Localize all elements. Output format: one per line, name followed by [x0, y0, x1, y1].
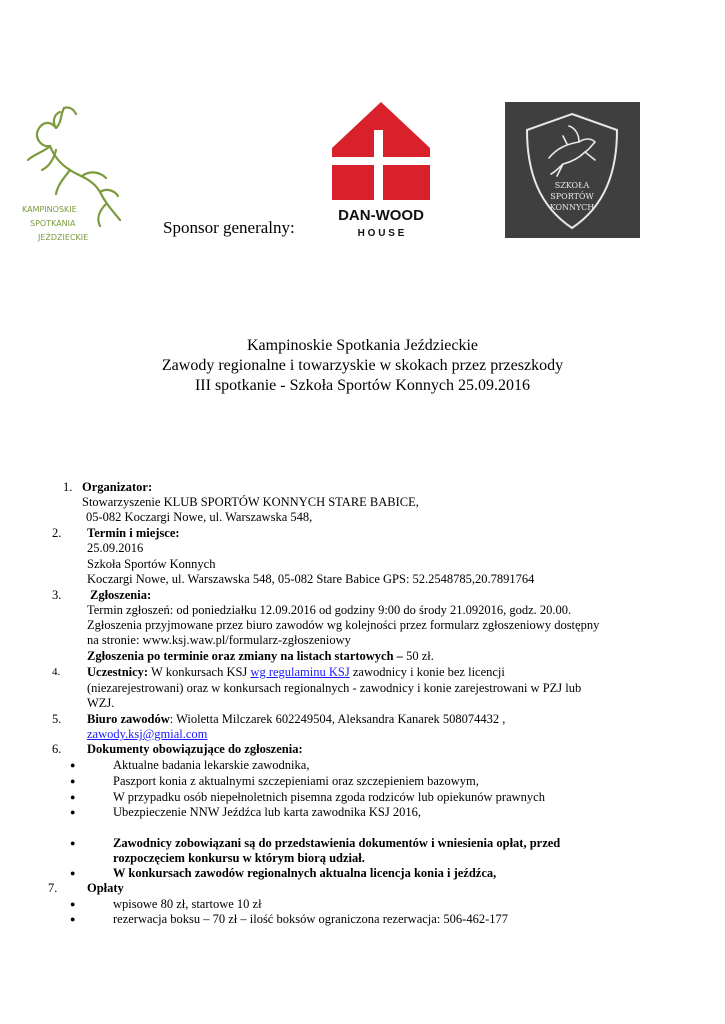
- section-3-heading: Zgłoszenia:: [90, 588, 152, 602]
- szkola-sportow-konnych-logo: [505, 102, 640, 238]
- danwood-line1: DAN-WOOD: [338, 207, 424, 224]
- section-1-number: 1.: [63, 480, 73, 494]
- section-3-line: Termin zgłoszeń: od poniedziałku 12.09.2016 od godziny 9:00 do środy 21.092016, godz. 20.00.: [87, 603, 572, 617]
- section-3-line: na stronie: www.ksj.waw.pl/formularz-zgłoszeniowy: [87, 633, 351, 647]
- title-line-2: Zawody regionalne i towarzyskie w skokach przez przeszkody: [161, 357, 564, 374]
- title-line-3: III spotkanie - Szkoła Sportów Konnych 25.09.2016: [194, 377, 531, 394]
- kampinoskie-logo: [20, 100, 132, 250]
- section-6-item: Ubezpieczenie NNW Jeźdźca lub karta zawodnika KSJ 2016,: [113, 805, 421, 819]
- section-1-line: 05-082 Koczargi Nowe, ul. Warszawska 548,: [86, 510, 313, 524]
- section-5-heading: Biuro zawodów: [87, 712, 170, 726]
- section-4-line: (niezarejestrowani) oraz w konkursach regionalnych - zawodnicy i konie zarejestrowani w PZJ lub: [87, 681, 582, 695]
- bullet-icon: ●: [70, 868, 76, 878]
- section-6-bold-item: W konkursach zawodów regionalnych aktualna licencja konia i jeźdźca,: [113, 866, 497, 880]
- section-4-number: 4.: [52, 666, 61, 678]
- bullet-icon: ●: [70, 807, 76, 817]
- section-2-heading: Termin i miejsce:: [87, 526, 180, 540]
- section-2-number: 2.: [52, 526, 62, 540]
- regulations-link[interactable]: wg regulaminu KSJ: [250, 665, 350, 679]
- section-7-heading: Opłaty: [87, 881, 124, 895]
- ksj-logo-line3: JEŹDZIECKIE: [38, 233, 89, 242]
- section-5-line: [87, 712, 505, 728]
- late-fee-label: Zgłoszenia po terminie oraz zmiany na listach startowych –: [87, 649, 403, 663]
- section-2-line: Szkoła Sportów Konnych: [87, 557, 216, 571]
- section-2-line: 25.09.2016: [87, 541, 144, 555]
- sponsor-label: Sponsor generalny:: [163, 218, 295, 237]
- section-4-text: W konkursach KSJ: [148, 665, 251, 679]
- section-6-item: W przypadku osób niepełnoletnich pisemna zgoda rodziców lub opiekunów prawnych: [113, 790, 545, 804]
- danwood-line2: H O U S E: [357, 228, 405, 239]
- section-5-text: : Wioletta Milczarek 602249504, Aleksandra Kanarek 508074432 ,: [169, 712, 506, 726]
- bullet-icon: ●: [70, 914, 76, 924]
- section-3-number: 3.: [52, 588, 62, 602]
- section-6-item: Paszport konia z aktualnymi szczepieniami oraz szczepieniem bazowym,: [113, 774, 479, 788]
- title-line-1: Kampinoskie Spotkania Jeździeckie: [246, 337, 479, 354]
- section-3-late-fee: [87, 649, 434, 665]
- section-6-item: Aktualne badania lekarskie zawodnika,: [113, 758, 310, 772]
- school-logo-line2: SPORTÓW: [550, 192, 594, 201]
- ksj-logo-line2: SPOTKANIA: [30, 219, 76, 228]
- section-1-heading: Organizator:: [82, 480, 153, 494]
- section-2-line: Koczargi Nowe, ul. Warszawska 548, 05-082 Stare Babice GPS: 52.2548785,20.7891764: [87, 572, 535, 586]
- section-7-item: rezerwacja boksu – 70 zł – ilość boksów ograniczona rezerwacja: 506-462-177: [113, 912, 508, 926]
- section-6-number: 6.: [52, 742, 62, 756]
- section-4-line: [87, 665, 505, 681]
- section-1-line: Stowarzyszenie KLUB SPORTÓW KONNYCH STARE BABICE,: [82, 495, 419, 509]
- school-logo-line1: SZKOŁA: [554, 181, 590, 190]
- section-4-heading: Uczestnicy:: [87, 665, 149, 679]
- bullet-icon: ●: [70, 838, 76, 848]
- school-logo-line3: KONNYCH: [549, 203, 595, 212]
- email-link[interactable]: zawody.ksj@gmial.com: [87, 727, 208, 741]
- section-6-heading: Dokumenty obowiązujące do zgłoszenia:: [87, 742, 303, 756]
- section-4-text: zawodnicy i konie bez licencji: [349, 665, 505, 679]
- bullet-icon: ●: [70, 899, 76, 909]
- section-7-item: wpisowe 80 zł, startowe 10 zł: [113, 897, 262, 911]
- late-fee-amount: 50 zł.: [402, 649, 434, 663]
- section-3-line: Zgłoszenia przyjmowane przez biuro zawodów wg kolejności przez formularz zgłoszeniowy dostępny: [87, 618, 600, 632]
- danwood-logo: [330, 100, 432, 240]
- bullet-icon: ●: [70, 760, 76, 770]
- section-6-bold-item: rozpoczęciem konkursu w którym biorą udział.: [113, 851, 365, 865]
- section-4-line: WZJ.: [87, 696, 115, 710]
- section-7-number: 7.: [48, 881, 58, 895]
- bullet-icon: ●: [70, 776, 76, 786]
- ksj-logo-line1: KAMPINOSKIE: [22, 205, 77, 214]
- section-5-number: 5.: [52, 712, 62, 726]
- section-6-bold-item: Zawodnicy zobowiązani są do przedstawienia dokumentów i wniesienia opłat, przed: [113, 836, 561, 850]
- bullet-icon: ●: [70, 792, 76, 802]
